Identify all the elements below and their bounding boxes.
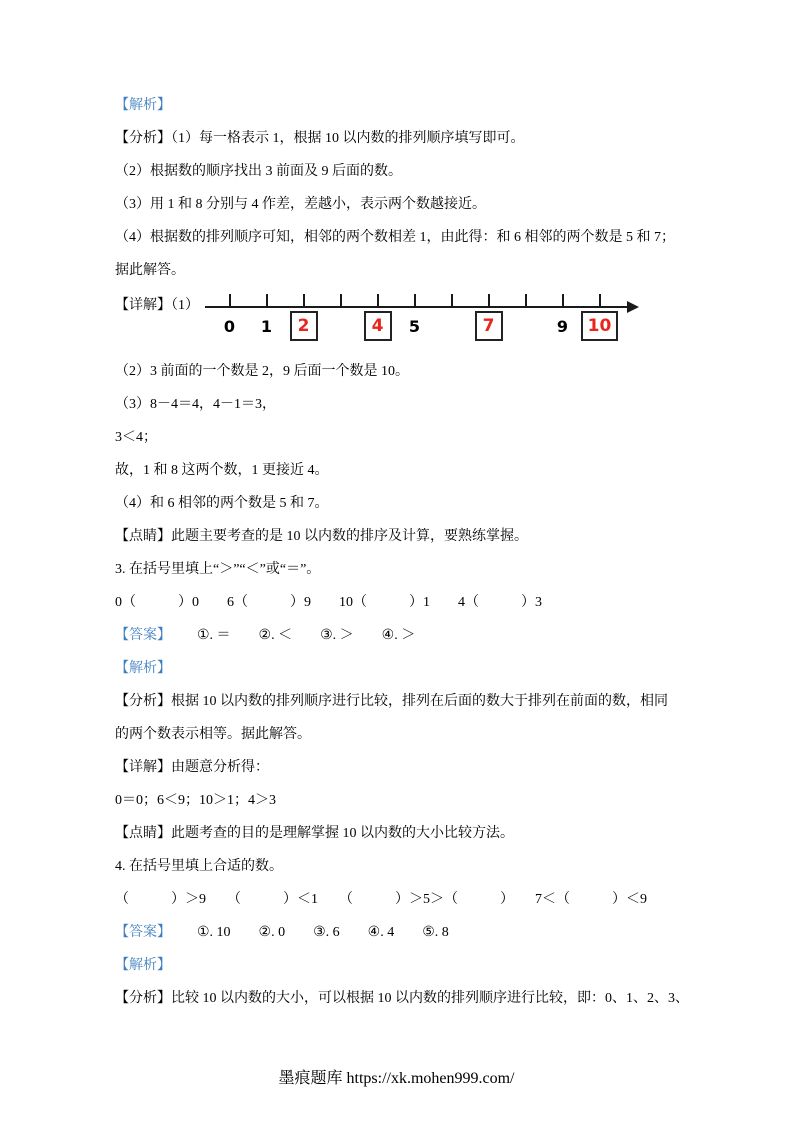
tick-mark-icon [303, 294, 305, 308]
number-label: 0 [223, 316, 236, 336]
numberline-position [396, 294, 433, 341]
answer-label: 【答案】 [115, 925, 171, 940]
tick-mark-icon [377, 294, 379, 308]
section-label-jiexi: 【解析】 [115, 958, 171, 973]
boxed-answer-number: 7 [475, 311, 503, 341]
numberline-position [248, 294, 285, 341]
numberline-position [507, 294, 544, 341]
analysis-line: 的两个数表示相等。据此解答。 [115, 727, 311, 742]
tick-mark-icon [599, 294, 601, 308]
detail-line: 【详解】由题意分析得： [115, 760, 269, 775]
tick-mark-icon [451, 294, 453, 308]
document-content [115, 89, 715, 1015]
question-4-title: 4. 在括号里填上合适的数。 [115, 859, 283, 874]
answer-values: ①. 10 ②. 0 ③. 6 ④. 4 ⑤. 8 [197, 925, 449, 940]
tick-mark-icon [229, 294, 231, 308]
number-label [445, 311, 459, 341]
number-label: 5 [408, 316, 421, 336]
footer-link[interactable]: 墨痕题库 https://xk.mohen999.com/ [278, 1070, 515, 1087]
numberline-position [322, 294, 359, 341]
answer-values: ①. ＝ ②. ＜ ③. ＞ ④. ＞ [197, 628, 416, 643]
detail-line: （3）8－4＝4，4－1＝3， [115, 397, 276, 412]
boxed-answer-number: 2 [290, 311, 318, 341]
analysis-line: （2）根据数的顺序找出 3 前面及 9 后面的数。 [115, 164, 402, 179]
number-line [205, 289, 645, 351]
numberline-figure [115, 289, 715, 351]
analysis-line: 【分析】比较 10 以内数的大小，可以根据 10 以内数的排列顺序进行比较，即：0、1、2、3、 [115, 991, 689, 1006]
question-3-expression: 0（ ）0 6（ ）9 10（ ）1 4（ ）3 [115, 595, 542, 610]
footer [0, 1064, 793, 1094]
point-line: 【点睛】此题主要考查的是 10 以内数的排序及计算，要熟练掌握。 [115, 529, 528, 544]
analysis-line: （3）用 1 和 8 分别与 4 作差，差越小，表示两个数越接近。 [115, 197, 486, 212]
numberline-position [359, 294, 396, 341]
answer-row-3 [115, 619, 715, 652]
number-line-cells [211, 294, 618, 341]
number-label [519, 311, 533, 341]
tick-mark-icon [562, 294, 564, 308]
tick-mark-icon [266, 294, 268, 308]
section-label-jiexi: 【解析】 [115, 98, 171, 113]
analysis-line: 【分析】根据 10 以内数的排列顺序进行比较，排列在后面的数大于排列在前面的数，相同 [115, 694, 668, 709]
numberline-position [211, 294, 248, 341]
detail-line: （4）和 6 相邻的两个数是 5 和 7。 [115, 496, 329, 511]
question-4-expression: （ ）＞9 （ ）＜1 （ ）＞5＞（ ） 7＜（ ）＜9 [115, 892, 647, 907]
section-label-jiexi: 【解析】 [115, 661, 171, 676]
numberline-position [433, 294, 470, 341]
number-label [334, 311, 348, 341]
tick-mark-icon [525, 294, 527, 308]
tick-mark-icon [488, 294, 490, 308]
arrow-right-icon [627, 301, 639, 313]
analysis-line: （4）根据数的排列顺序可知，相邻的两个数相差 1，由此得：和 6 相邻的两个数是 5 和 7； [115, 230, 675, 245]
detail-line: （2）3 前面的一个数是 2，9 后面一个数是 10。 [115, 364, 409, 379]
boxed-answer-number: 4 [364, 311, 392, 341]
numberline-position [285, 294, 322, 341]
detail-line: 故，1 和 8 这两个数，1 更接近 4。 [115, 463, 329, 478]
analysis-line: 【分析】（1）每一格表示 1，根据 10 以内数的排列顺序填写即可。 [115, 131, 525, 146]
detail-line: 3＜4； [115, 430, 157, 445]
point-line: 【点睛】此题考查的目的是理解掌握 10 以内数的大小比较方法。 [115, 826, 514, 841]
numberline-position [544, 294, 581, 341]
analysis-line: 据此解答。 [115, 263, 185, 278]
answer-label: 【答案】 [115, 628, 171, 643]
tick-mark-icon [340, 294, 342, 308]
boxed-answer-number: 10 [581, 311, 619, 341]
answer-row-4 [115, 916, 715, 949]
calculation-line: 0＝0；6＜9；10＞1；4＞3 [115, 793, 276, 808]
numberline-position [470, 294, 507, 341]
detail-label: 【详解】（1） [115, 298, 199, 313]
number-label: 9 [556, 316, 569, 336]
tick-mark-icon [414, 294, 416, 308]
number-label: 1 [260, 316, 273, 336]
numberline-position [581, 294, 618, 341]
question-3-title: 3. 在括号里填上“＞”“＜”或“＝”。 [115, 562, 321, 577]
